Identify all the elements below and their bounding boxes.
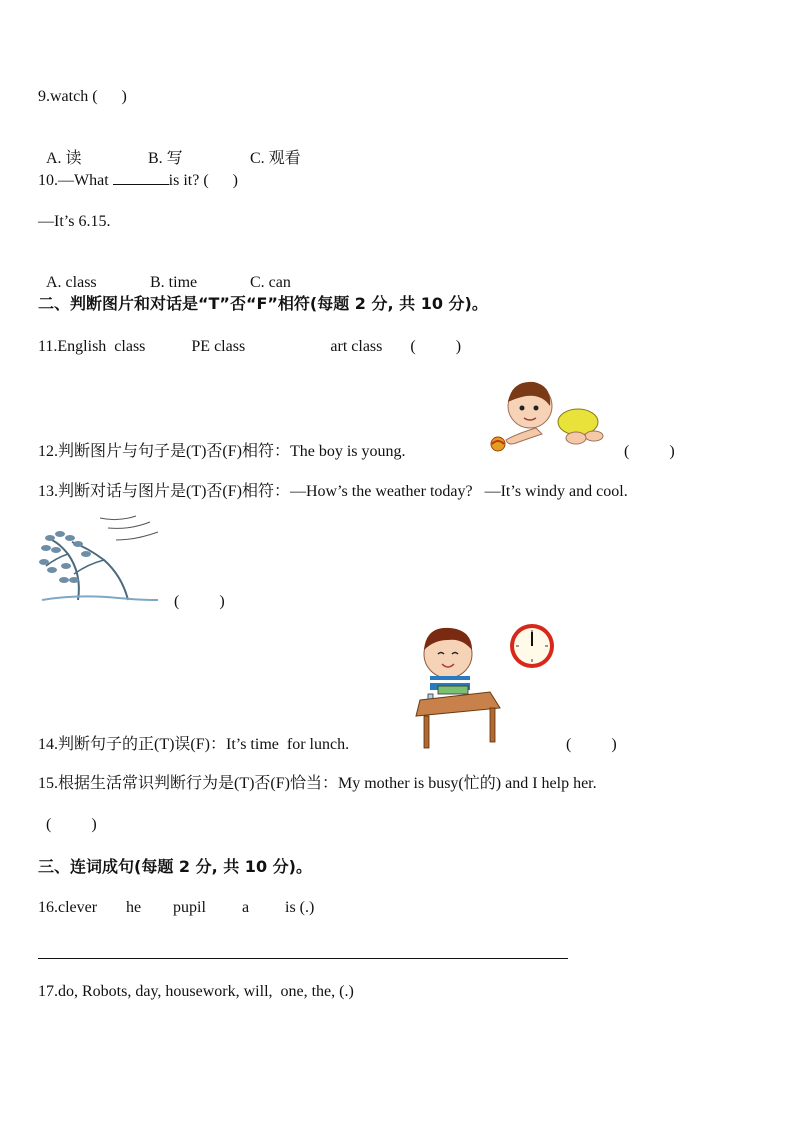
q11-line	[38, 337, 461, 357]
q10-blank	[113, 170, 169, 185]
windy-tree-image	[38, 514, 166, 604]
q10-option-c: C. can	[250, 274, 291, 291]
q14-text: 14.判断句子的正(T)误(F)：It’s time for lunch.	[38, 736, 350, 753]
q10-option-b: B. time	[150, 274, 198, 291]
q10-stem-after: is it? ( )	[168, 172, 238, 189]
q13-answer-paren: ( )	[174, 593, 225, 610]
section2-heading: 二、判断图片和对话是“T”否“F”相符(每题 2 分, 共 10 分)。	[38, 294, 488, 313]
q9-option-a: A. 读	[46, 150, 82, 167]
q11-number: 11.	[38, 338, 58, 355]
q9-options	[38, 129, 301, 169]
q12-text: 12.判断图片与句子是(T)否(F)相符：The boy is young.	[38, 443, 406, 460]
q15-text: 15.根据生活常识判断行为是(T)否(F)恰当：My mother is busy(忙的) and I help her.	[38, 775, 597, 792]
q17-text: 17.do, Robots, day, housework, will, one, the, (.)	[38, 983, 354, 1000]
q16-word-1: clever	[58, 899, 98, 916]
q10-option-a: A. class	[46, 274, 97, 291]
q16-answer-line	[38, 958, 568, 959]
q10-reply: —It’s 6.15.	[38, 213, 111, 230]
q9-stem: 9.watch ( )	[38, 88, 127, 105]
q16-word-3: pupil	[173, 899, 206, 916]
q12-answer-paren: ( )	[624, 443, 675, 460]
q16-word-2: he	[126, 899, 142, 916]
q10-stem	[38, 170, 238, 191]
q10-options	[38, 253, 291, 293]
q11-answer-paren: ( )	[410, 338, 462, 355]
q9-option-c: C. 观看	[250, 150, 301, 167]
q16-line	[38, 898, 314, 918]
crawling-baby-image	[486, 376, 606, 454]
q10-stem-before: 10.—What	[38, 172, 113, 189]
q11-item-art: art class	[330, 338, 383, 355]
q16-number: 16.	[38, 899, 58, 916]
q16-word-4: a	[242, 899, 250, 916]
boy-lunch-clock-image	[410, 620, 560, 752]
section3-heading: 三、连词成句(每题 2 分, 共 10 分)。	[38, 857, 312, 876]
q9-option-b: B. 写	[148, 150, 183, 167]
q11-item-english: English class	[57, 338, 146, 355]
q11-item-pe: PE class	[191, 338, 246, 355]
q15-answer-paren: ( )	[46, 816, 97, 833]
q16-word-5: is (.)	[285, 899, 315, 916]
q13-text: 13.判断对话与图片是(T)否(F)相符：—How’s the weather today? —It’s windy and cool.	[38, 483, 628, 500]
q14-answer-paren: ( )	[566, 736, 617, 753]
